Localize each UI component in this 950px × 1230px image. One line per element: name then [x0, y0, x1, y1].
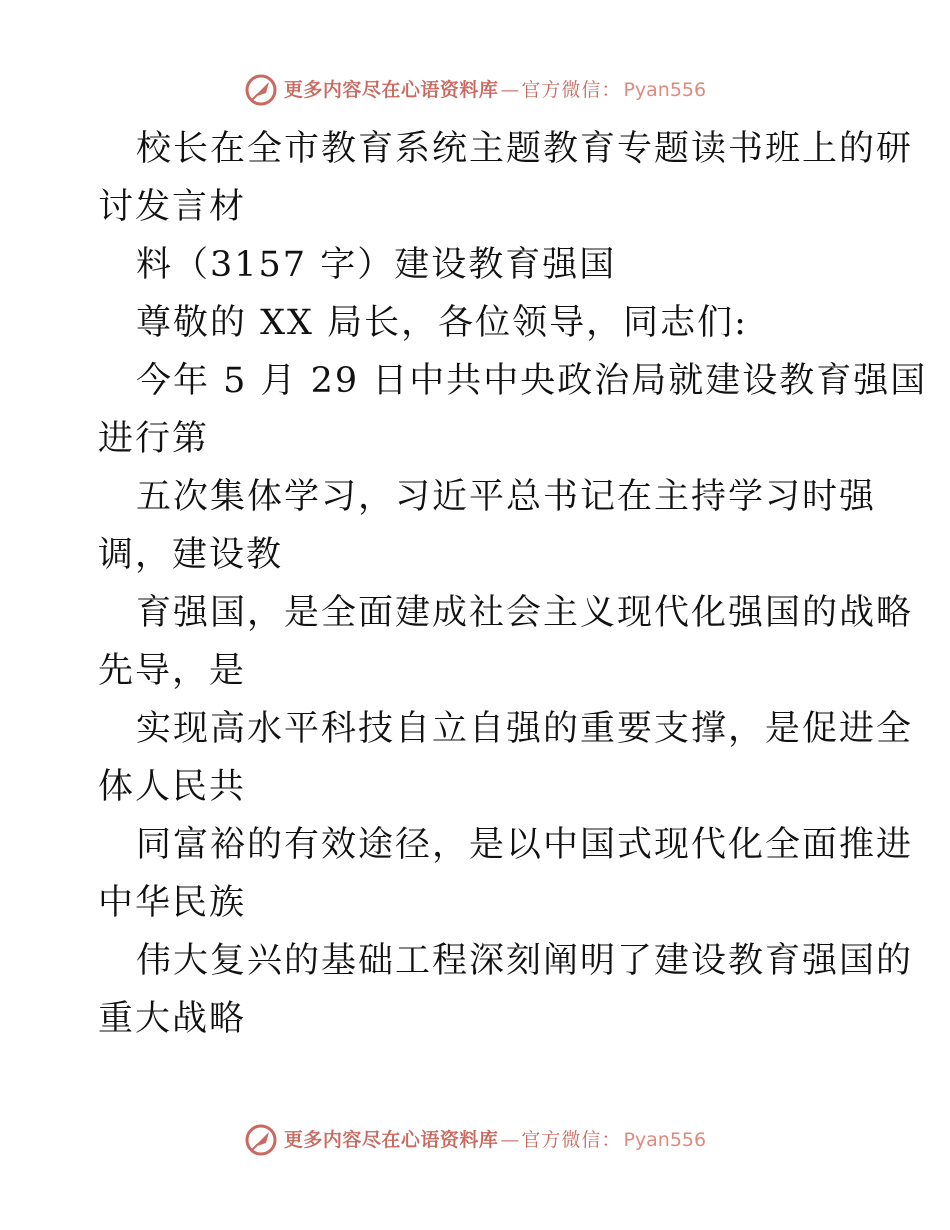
doc-line-title-3: 料（3157 字）建设教育强国 [136, 245, 617, 285]
doc-line: 同富裕的有效途径，是以中国式现代化全面推进 [136, 825, 914, 865]
banner-wechat-handle: Pyan556 [623, 78, 707, 101]
red-quill-logo-icon [244, 73, 278, 107]
doc-line-title-2: 讨发言材 [98, 187, 247, 227]
doc-line: 进行第 [98, 419, 210, 459]
doc-line: 育强国，是全面建成社会主义现代化强国的战略 [136, 593, 914, 633]
banner-dash: — [500, 1128, 520, 1151]
document-body [98, 120, 928, 1048]
doc-line: 中华民族 [98, 883, 247, 923]
banner-official-text: 官方微信： [521, 78, 622, 101]
banner-official-text: 官方微信： [521, 1128, 622, 1151]
banner-brand-text: 更多内容尽在心语资料库 [283, 78, 499, 101]
doc-line: 调，建设教 [98, 535, 284, 575]
footer-watermark-banner [0, 1120, 950, 1160]
banner-wechat-handle: Pyan556 [623, 1128, 707, 1151]
red-quill-logo-icon [244, 1123, 278, 1157]
doc-line-title-1: 校长在全市教育系统主题教育专题读书班上的研 [136, 129, 914, 169]
doc-line-salutation: 尊敬的 XX 局长，各位领导，同志们: [136, 303, 748, 343]
doc-line: 重大战略 [98, 999, 247, 1039]
banner-brand-text: 更多内容尽在心语资料库 [283, 1128, 499, 1151]
doc-line: 体人民共 [98, 767, 247, 807]
header-watermark-banner [0, 70, 950, 110]
doc-line: 伟大复兴的基础工程深刻阐明了建设教育强国的 [136, 941, 914, 981]
banner-dash: — [500, 78, 520, 101]
doc-line: 实现高水平科技自立自强的重要支撑，是促进全 [136, 709, 914, 749]
doc-line: 五次集体学习，习近平总书记在主持学习时强 [136, 477, 877, 517]
doc-line: 先导，是 [98, 651, 247, 691]
doc-line: 今年 5 月 29 日中共中央政治局就建设教育强国 [136, 361, 928, 401]
